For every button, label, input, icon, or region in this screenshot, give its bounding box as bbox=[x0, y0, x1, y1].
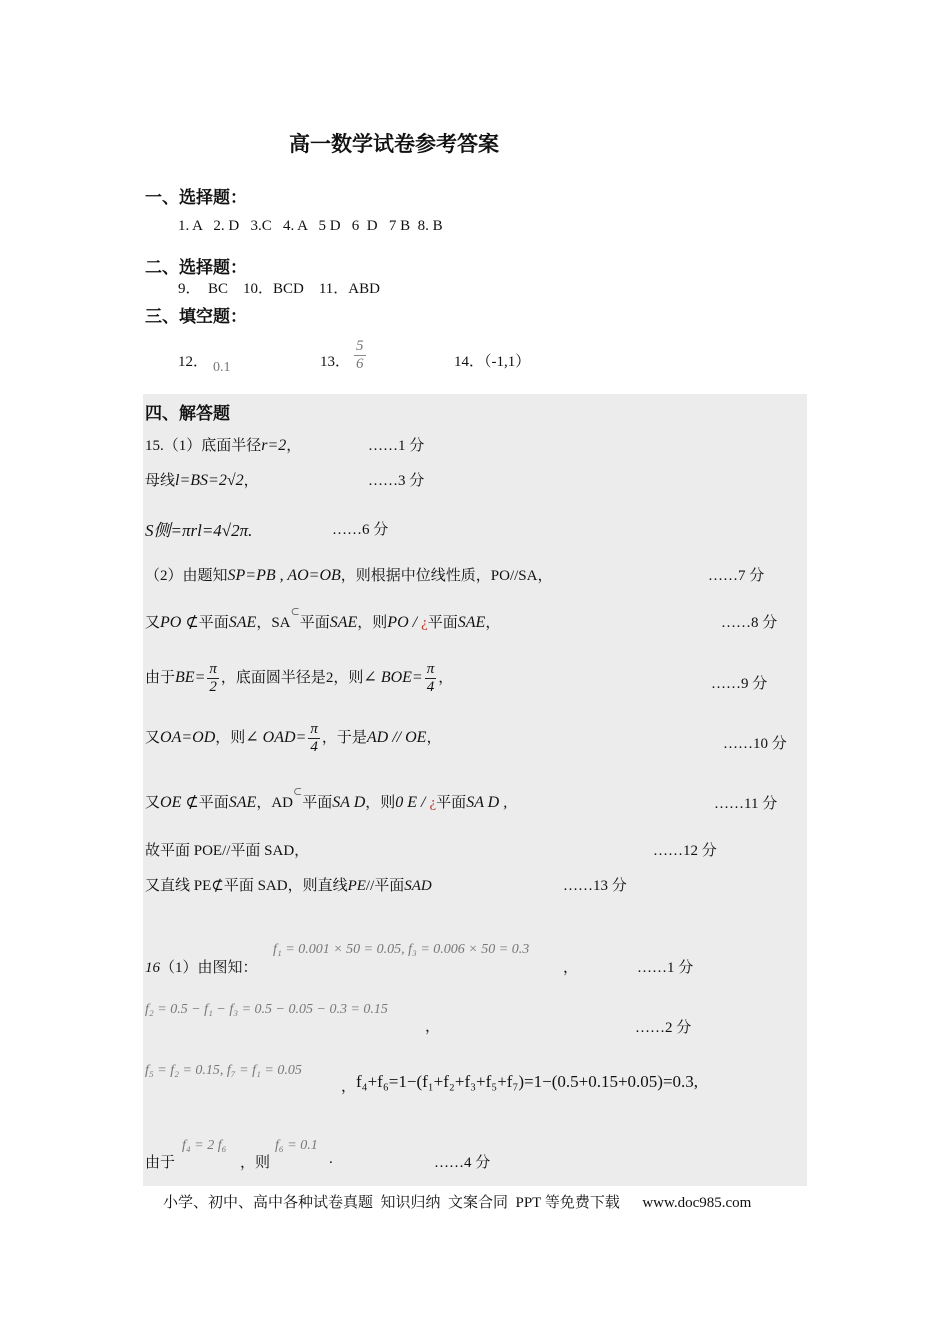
text: 2 bbox=[325, 669, 334, 686]
q15-line7 bbox=[145, 721, 441, 756]
q16-formula-2: f₂ = 0.5 − f₁ − f₃ = 0.5 − 0.05 − 0.3 = 0.15 bbox=[145, 1002, 388, 1017]
q16-line4-mid: ，则 bbox=[240, 1155, 271, 1171]
q16-line1 bbox=[145, 956, 258, 977]
q12-answer: 0.1 bbox=[213, 360, 231, 375]
subset-symbol: ⊂ bbox=[290, 606, 300, 618]
text: ，SA bbox=[256, 615, 291, 631]
q15-score-12: ……12 分 bbox=[653, 843, 717, 859]
text: 平面 bbox=[299, 615, 330, 631]
math: OA=OD bbox=[160, 728, 216, 746]
math: AD // OE bbox=[366, 728, 427, 746]
text: 平面 bbox=[302, 795, 333, 811]
q12-label: 12． bbox=[178, 354, 209, 370]
q13-fraction bbox=[352, 338, 368, 373]
glyph-error: ¿ bbox=[421, 615, 428, 631]
text: 又 bbox=[145, 729, 161, 746]
q15-line9: 故平面 POE//平面 SAD， bbox=[145, 843, 310, 859]
q15-line10 bbox=[145, 874, 432, 895]
fraction-denominator: 4 bbox=[310, 739, 318, 755]
fraction-numerator: π bbox=[209, 661, 217, 677]
q15-score-11: ……11 分 bbox=[714, 796, 778, 812]
q13-numerator: 5 bbox=[356, 338, 364, 354]
text: 平面 bbox=[198, 615, 229, 631]
q15-line8 bbox=[145, 786, 508, 812]
section-heading-fill: 三、填空题： bbox=[145, 307, 247, 326]
math: SAE bbox=[228, 614, 257, 631]
page-footer: 小学、初中、高中各种试卷真题 知识归纳 文案合同 PPT 等免费下载 www.doc985.com bbox=[163, 1195, 752, 1211]
text: 母线 bbox=[145, 473, 176, 489]
q15-line5 bbox=[145, 606, 501, 632]
text: ，则 bbox=[333, 669, 364, 686]
text: ，底面圆半径是 bbox=[220, 669, 326, 686]
math: BE= bbox=[175, 668, 206, 686]
q15-score-1: ……1 分 bbox=[368, 438, 425, 454]
q13-label: 13． bbox=[320, 354, 351, 370]
q16-comma-3: ， bbox=[341, 1079, 357, 1095]
math: 0 E / bbox=[395, 794, 430, 811]
fraction-denominator: 2 bbox=[209, 679, 217, 695]
text: 平面 bbox=[427, 615, 458, 631]
math: PO ⊄ bbox=[160, 614, 199, 631]
section-heading-multi: 二、选择题： bbox=[145, 258, 247, 277]
q15-score-6: ……6 分 bbox=[332, 522, 389, 538]
text: ， bbox=[243, 473, 259, 489]
q16-comma-1: ， bbox=[563, 960, 579, 976]
q16-score-1: ……1 分 bbox=[637, 960, 694, 976]
section-heading-choice: 一、选择题： bbox=[145, 188, 247, 207]
math: SAE bbox=[329, 614, 358, 631]
text: ， bbox=[426, 729, 442, 746]
text: 又 bbox=[145, 615, 161, 631]
q15-line6 bbox=[145, 661, 453, 696]
q16-formula-4b: f₆ = 0.1 bbox=[275, 1138, 318, 1153]
q16-formula-1: f₁ = 0.001 × 50 = 0.05, f₃ = 0.006 × 50 = 0.3 bbox=[273, 942, 530, 957]
multi-answers: 9． BC 10．BCD 11．ABD bbox=[178, 281, 380, 297]
q15-score-7: ……7 分 bbox=[708, 568, 765, 584]
math: SAE bbox=[457, 614, 486, 631]
fraction-denominator: 4 bbox=[426, 679, 435, 695]
text: ， bbox=[438, 669, 454, 686]
math: OE ⊄ bbox=[160, 794, 199, 811]
q15-score-13: ……13 分 bbox=[563, 878, 627, 894]
math: r=2 bbox=[261, 437, 287, 454]
q16-sum-equation: f₄+f₆=1−(f₁+f₂+f₃+f₅+f₇)=1−(0.5+0.15+0.05)=0.3, bbox=[356, 1072, 699, 1091]
text: 平面 bbox=[198, 795, 229, 811]
text: （1）由图知： bbox=[160, 960, 258, 976]
text: 15.（1）底面半径 bbox=[145, 438, 262, 454]
math: ∠ BOE= bbox=[363, 668, 423, 686]
math: PE bbox=[347, 878, 366, 894]
math: l=BS=2√2 bbox=[175, 472, 244, 489]
q13-denominator: 6 bbox=[356, 356, 364, 372]
q15-line1 bbox=[145, 434, 301, 455]
text: （2）由题知 bbox=[145, 568, 228, 584]
q16-formula-3: f₅ = f₂ = 0.15, f₇ = f₁ = 0.05 bbox=[145, 1063, 302, 1078]
math: SP=PB , AO=OB bbox=[227, 567, 341, 584]
choice-answers: 1. A 2. D 3.C 4. A 5 D 6 D 7 B 8. B bbox=[178, 218, 443, 234]
math: PO / bbox=[387, 614, 422, 631]
page-title: 高一数学试卷参考答案 bbox=[289, 132, 499, 156]
q15-line2 bbox=[145, 469, 259, 490]
q16-formula-4a: f₄ = 2 f₆ bbox=[182, 1138, 227, 1153]
math: SAE bbox=[228, 794, 257, 811]
text: ，则 bbox=[357, 615, 388, 631]
q16-score-4: ……4 分 bbox=[434, 1155, 491, 1171]
fraction-numerator: π bbox=[310, 721, 318, 737]
q16-line4-period: . bbox=[329, 1151, 333, 1167]
text: 由于 bbox=[145, 669, 176, 686]
text: ，于是 bbox=[321, 729, 367, 746]
math: SAD bbox=[404, 878, 432, 894]
q15-line4 bbox=[145, 564, 552, 585]
text: ，则 bbox=[365, 795, 396, 811]
subset-symbol: ⊂ bbox=[292, 786, 303, 798]
q15-score-9: ……9 分 bbox=[711, 676, 768, 692]
q15-line3: S侧=πrl=4√2π. bbox=[145, 521, 253, 540]
text: ，则 bbox=[215, 729, 246, 746]
text: ，AD bbox=[256, 795, 293, 811]
math: ∠ OAD= bbox=[245, 728, 307, 746]
text: 16 bbox=[145, 960, 160, 976]
text: 又 bbox=[145, 795, 161, 811]
q14-answer: 14．（-1,1） bbox=[454, 354, 531, 370]
fraction-numerator: π bbox=[426, 661, 435, 677]
math: SA D , bbox=[466, 794, 508, 811]
glyph-error: ¿ bbox=[429, 795, 437, 811]
q16-comma-2: ， bbox=[425, 1019, 441, 1035]
q15-score-3: ……3 分 bbox=[368, 473, 425, 489]
q15-score-8: ……8 分 bbox=[721, 615, 778, 631]
math: SA D bbox=[332, 794, 366, 811]
q16-score-2: ……2 分 bbox=[635, 1020, 692, 1036]
q15-score-10: ……10 分 bbox=[723, 736, 787, 752]
text: ，则根据中位线性质，PO//SA， bbox=[340, 568, 553, 584]
text: 又直线 PE⊄平面 SAD，则直线 bbox=[145, 878, 348, 894]
q16-line4-prefix: 由于 bbox=[145, 1155, 176, 1171]
section-heading-solutions: 四、解答题 bbox=[145, 404, 230, 423]
text: //平面 bbox=[365, 878, 405, 894]
text: ， bbox=[286, 438, 302, 454]
text: ， bbox=[485, 615, 501, 631]
text: 平面 bbox=[436, 795, 467, 811]
